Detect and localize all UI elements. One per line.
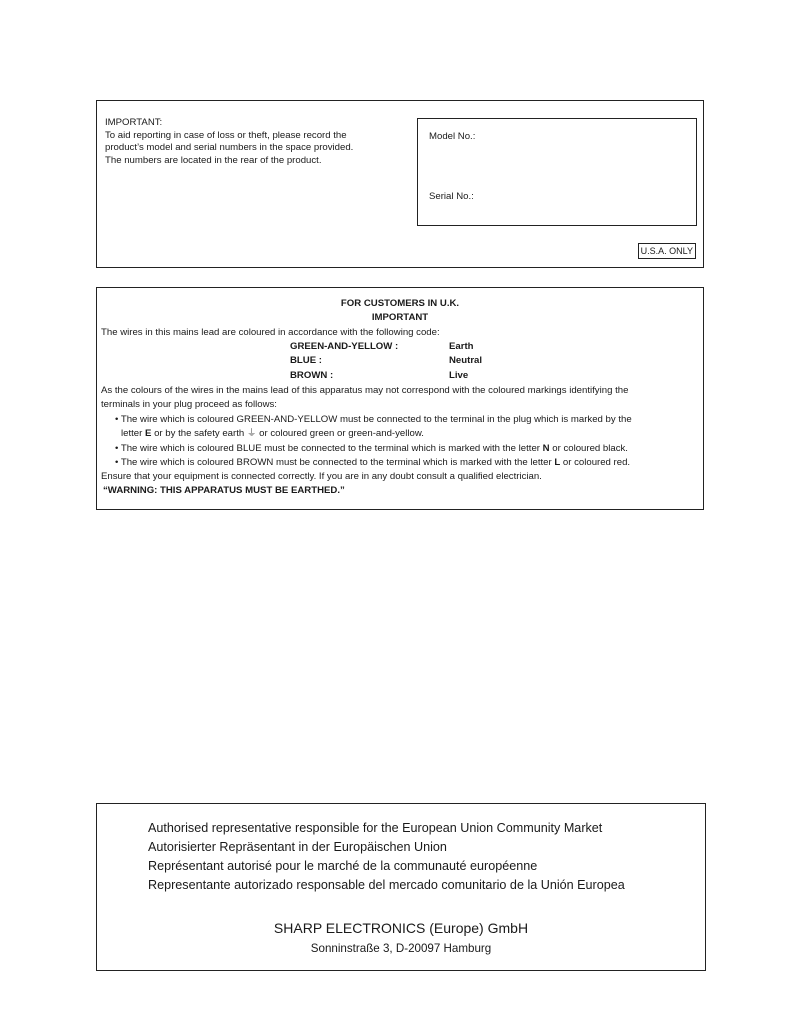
code-colour-blue: BLUE : xyxy=(290,355,322,366)
company-address: Sonninstraße 3, D-20097 Hamburg xyxy=(310,942,492,955)
text-run: • The wire which is coloured BROWN must be connected to the terminal which is marked with the letter xyxy=(115,457,555,468)
code-colour-green-yellow: GREEN-AND-YELLOW : xyxy=(290,341,399,352)
usa-record-box xyxy=(96,100,704,268)
eu-line-german: Autorisierter Repräsentant in der Europäischen Union xyxy=(148,840,447,854)
eu-line-spanish: Representante autorizado responsable del mercado comunitario de la Unión Europea xyxy=(148,878,625,892)
usa-line: product’s model and serial numbers in the space provided. xyxy=(105,142,354,154)
model-number-label: Model No.: xyxy=(429,131,476,142)
text-run: • The wire which is coloured BLUE must be connected to the terminal which is marked with the letter xyxy=(115,443,543,454)
earth-symbol-icon: ⏚ xyxy=(246,428,257,439)
letter-l: L xyxy=(554,457,561,468)
uk-bullet-green-yellow: • The wire which is coloured GREEN-AND-YELLOW must be connected to the terminal in the plug which is marked by the xyxy=(115,414,632,425)
uk-wiring-box xyxy=(96,287,704,510)
uk-bullet-brown xyxy=(115,457,630,469)
text-run: or by the safety earth xyxy=(151,428,247,439)
uk-paragraph-line: terminals in your plug proceed as follows: xyxy=(101,399,277,410)
code-meaning-neutral: Neutral xyxy=(449,355,483,366)
uk-bullet-green-yellow-cont xyxy=(121,428,424,440)
eu-representative-box xyxy=(96,803,706,971)
code-colour-brown: BROWN : xyxy=(290,370,334,381)
usa-line: The numbers are located in the rear of the product. xyxy=(105,154,322,166)
usa-line: To aid reporting in case of loss or theft, please record the xyxy=(105,129,347,141)
text-run: letter xyxy=(121,428,145,439)
text-run: or coloured green or green-and-yellow. xyxy=(256,428,424,439)
usa-only-badge: U.S.A. ONLY xyxy=(638,243,696,259)
eu-line-english: Authorised representative responsible for the European Union Community Market xyxy=(148,821,603,835)
code-meaning-live: Live xyxy=(449,370,469,381)
uk-paragraph-line: As the colours of the wires in the mains lead of this apparatus may not correspond with the coloured markings identifying the xyxy=(101,385,629,396)
eu-line-french: Représentant autorisé pour le marché de la communauté européenne xyxy=(148,859,538,873)
uk-important-heading: IMPORTANT xyxy=(371,312,429,323)
company-name: SHARP ELECTRONICS (Europe) GmbH xyxy=(273,920,529,936)
letter-e: E xyxy=(145,428,152,439)
uk-heading: FOR CUSTOMERS IN U.K. xyxy=(340,298,460,309)
uk-intro: The wires in this mains lead are coloured in accordance with the following code: xyxy=(101,327,440,338)
uk-bullet-blue xyxy=(115,443,628,455)
letter-n: N xyxy=(542,443,550,454)
uk-warning: “WARNING: THIS APPARATUS MUST BE EARTHED.” xyxy=(103,485,345,496)
usa-important-notice xyxy=(105,117,405,167)
text-run: or coloured black. xyxy=(549,443,628,454)
usa-heading: IMPORTANT: xyxy=(105,117,163,128)
serial-number-label: Serial No.: xyxy=(429,191,474,202)
uk-ensure-line: Ensure that your equipment is connected correctly. If you are in any doubt consult a qualified electrician. xyxy=(101,471,542,482)
code-meaning-earth: Earth xyxy=(449,341,474,352)
text-run: or coloured red. xyxy=(560,457,631,468)
model-serial-entry-box xyxy=(417,118,697,226)
